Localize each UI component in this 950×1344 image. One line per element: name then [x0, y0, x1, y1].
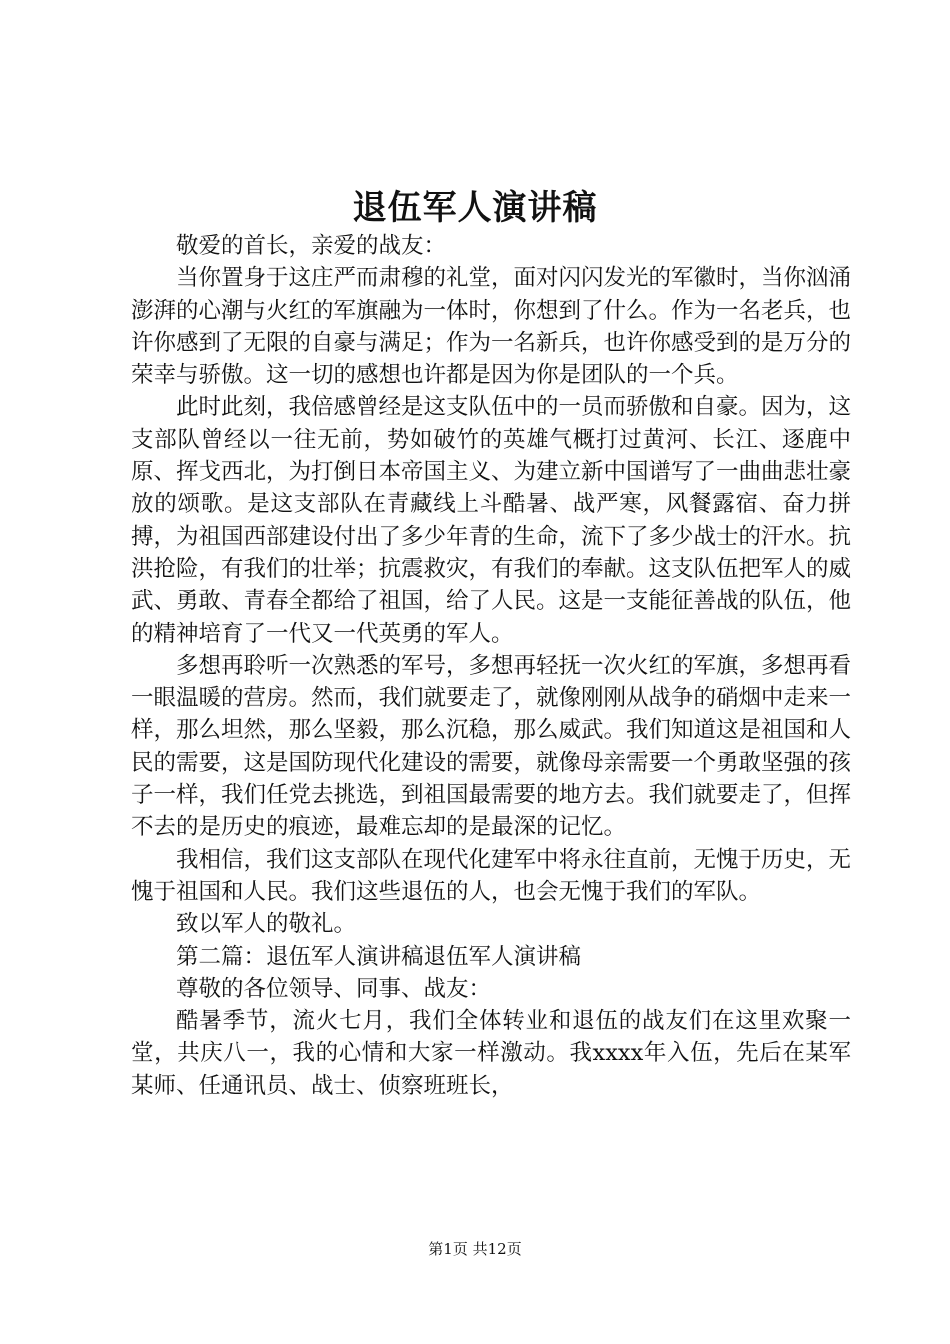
page-footer: 第1页 共12页	[428, 1240, 522, 1258]
section-heading: 第二篇：退伍军人演讲稿退伍军人演讲稿	[176, 943, 582, 970]
paragraph-5: 酷暑季节，流火七月，我们全体转业和退伍的战友们在这里欢聚一堂，共庆八一，我的心情和大家一样激动。我xxxx年入伍，先后在某军某师、任通讯员、战士、侦察班班长，	[131, 1008, 851, 1099]
paragraph-closing: 致以军人的敬礼。	[176, 911, 357, 938]
document-body	[131, 230, 851, 1102]
paragraph-1: 当你置身于这庄严而肃穆的礼堂，面对闪闪发光的军徽时，当你汹涌澎湃的心潮与火红的军旗融为一体时，你想到了什么。作为一名老兵，也许你感到了无限的自豪与满足；作为一名新兵，也许你感受到的是万分的荣幸与骄傲。这一切的感想也许都是因为你是团队的一个兵。	[131, 265, 852, 389]
document-title: 退伍军人演讲稿	[352, 188, 598, 228]
paragraph-3: 多想再聆听一次熟悉的军号，多想再轻抚一次火红的军旗，多想再看一眼温暖的营房。然而，我们就要走了，就像刚刚从战争的硝烟中走来一样，那么坦然，那么坚毅，那么沉稳，那么威武。我们知道这是祖国和人民的需要，这是国防现代化建设的需要，就像母亲需要一个勇敢坚强的孩子一样，我们任党去挑选，到祖国最需要的地方去。我们就要走了，但挥不去的是历史的痕迹，最难忘却的是最深的记忆。	[131, 652, 852, 841]
paragraph-salutation: 敬爱的首长，亲爱的战友：	[176, 233, 447, 259]
paragraph-salutation-2: 尊敬的各位领导、同事、战友：	[176, 975, 492, 1002]
paragraph-2: 此时此刻，我倍感曾经是这支队伍中的一员而骄傲和自豪。因为，这支部队曾经以一往无前，势如破竹的英雄气概打过黄河、长江、逐鹿中原、挥戈西北，为打倒日本帝国主义、为建立新中国谱写了一曲曲悲壮豪放的颂歌。是这支部队在青藏线上斗酷暑、战严寒，风餐露宿、奋力拼搏，为祖国西部建设付出了多少年青的生命，流下了多少战士的汗水。抗洪抢险，有我们的壮举；抗震救灾，有我们的奉献。这支队伍把军人的威武、勇敢、青春全都给了祖国，给了人民。这是一支能征善战的队伍，他的精神培育了一代又一代英勇的军人。	[131, 394, 852, 647]
paragraph-4: 我相信，我们这支部队在现代化建军中将永往直前，无愧于历史，无愧于祖国和人民。我们这些退伍的人，也会无愧于我们的军队。	[131, 846, 852, 905]
